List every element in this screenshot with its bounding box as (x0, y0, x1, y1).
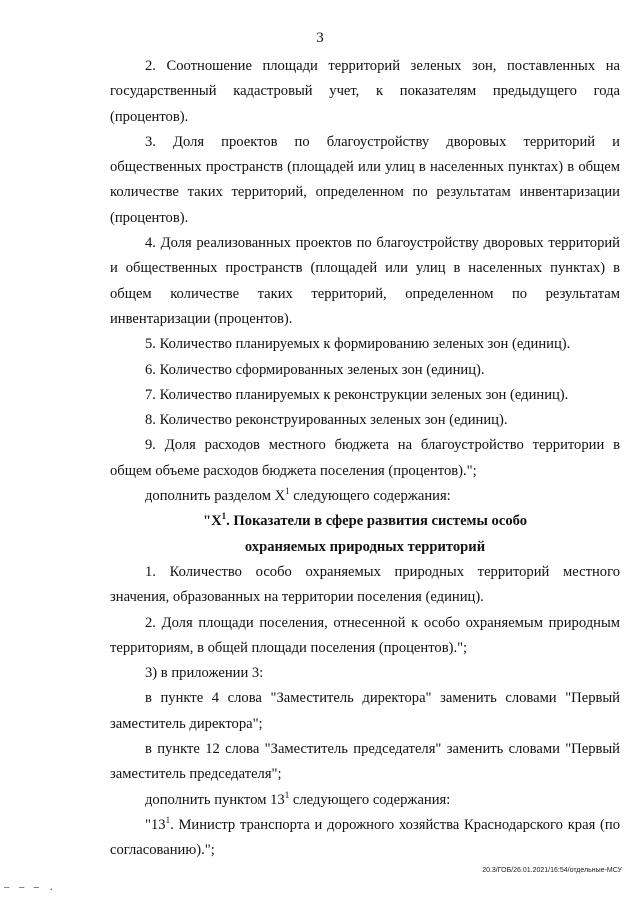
section-heading-line2: охраняемых природных территорий (244, 538, 486, 555)
page-number: 3 (316, 30, 324, 46)
paragraph-oopt-2: 2. Доля площади поселения, отнесенной к особо охраняемым природным территориям, в общей площади поселения (процентов)."; (110, 614, 620, 656)
document-code: 20.3/ГОБ/26.01.2021/16:54/отдельные-МСУ (482, 867, 622, 874)
paragraph-item-3: 3. Доля проектов по благоустройству дворовых территорий и общественных пространств (площадей или улиц в населенных пунктах) в общем количестве таких территорий, определенном по результатам инвентаризации (процентов). (110, 133, 620, 226)
text-fragment: . Министр транспорта и дорожного хозяйства Краснодарского края (по согласованию)."; (110, 816, 620, 859)
text-fragment: "13 (145, 816, 166, 833)
superscript: 1 (221, 511, 227, 522)
paragraph-item-5: 5. Количество планируемых к формированию зеленых зон (единиц). (145, 336, 571, 353)
paragraph-point-4: в пункте 4 слова "Заместитель директора" заменить словами "Первый заместитель директора"; (110, 690, 620, 732)
paragraph-item-9: 9. Доля расходов местного бюджета на благоустройство территории в общем объеме расходов бюджета поселения (процентов)."; (110, 437, 620, 479)
paragraph-point-12: в пункте 12 слова "Заместитель председателя" заменить словами "Первый заместитель председателя"; (110, 741, 620, 783)
heading-fragment: "X (202, 513, 222, 530)
paragraph-add-section (110, 484, 620, 509)
paragraph-item-7: 7. Количество планируемых к реконструкции зеленых зон (единиц). (145, 386, 569, 403)
paragraph-appendix-3: 3) в приложении 3: (145, 665, 264, 682)
paragraph-oopt-1: 1. Количество особо охраняемых природных территорий местного значения, образованных на территории поселения (единиц). (110, 563, 620, 606)
paragraph-add-point (110, 788, 620, 813)
paragraph-point-13-1 (110, 813, 620, 864)
text-fragment: следующего содержания: (289, 791, 451, 808)
superscript: 1 (284, 789, 290, 800)
paragraph-item-4: 4. Доля реализованных проектов по благоустройству дворовых территорий и общественных пространств (площадей или улиц в населенных пунктах) в общем количестве таких территорий, определенном по результатам инвентаризации (процентов). (110, 235, 620, 327)
section-heading (110, 509, 620, 534)
text-fragment: следующего содержания: (289, 488, 451, 505)
text-fragment: дополнить пунктом 13 (145, 791, 285, 808)
heading-fragment: . Показатели в сфере развития системы особо (226, 513, 528, 530)
superscript: 1 (165, 815, 171, 826)
paragraph-item-2: 2. Соотношение площади территорий зеленых зон, поставленных на государственный кадастровый учет, к показателям предыдущего года (процентов). (110, 58, 620, 125)
paragraph-item-6: 6. Количество сформированных зеленых зон (единиц). (145, 361, 485, 378)
document-body (110, 54, 620, 864)
paragraph-item-8: 8. Количество реконструированных зеленых зон (единиц). (145, 412, 508, 429)
footer-dashes: — — — . (4, 883, 56, 893)
text-fragment: дополнить разделом X (145, 488, 286, 505)
superscript: 1 (285, 486, 290, 497)
